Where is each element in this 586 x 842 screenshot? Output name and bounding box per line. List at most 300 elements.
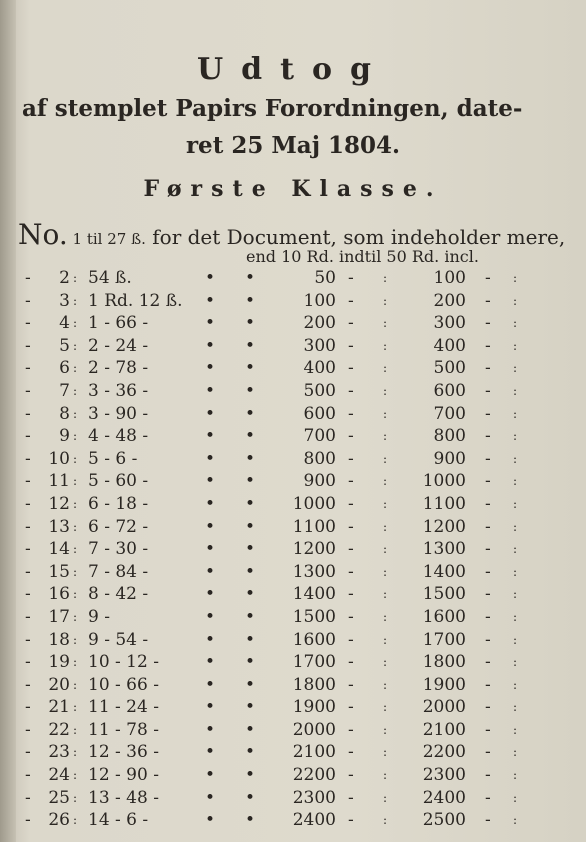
leader-dot: •: [205, 539, 216, 560]
tariff-table: [0, 268, 586, 833]
row-separator: :: [383, 587, 388, 602]
row-dash: -: [348, 606, 354, 627]
row-separator: :: [73, 700, 78, 715]
row-from-value: 1800: [292, 674, 336, 695]
table-row: [0, 471, 586, 494]
row-separator: :: [383, 474, 388, 489]
row-from-value: 800: [303, 448, 336, 469]
row-dash: -: [485, 584, 491, 605]
row-dash: -: [348, 516, 354, 537]
table-row: [0, 788, 586, 811]
row-number: 16: [48, 584, 70, 605]
row-number: 5: [59, 335, 70, 356]
row-number: 11: [48, 471, 70, 492]
row-dash: -: [485, 290, 491, 311]
row-amount: 12 - 36 -: [88, 742, 159, 763]
row-number: 23: [48, 742, 70, 763]
row-dash: -: [348, 403, 354, 424]
row-from-value: 2400: [292, 810, 336, 831]
row-dash: -: [485, 471, 491, 492]
row-amount: 10 - 12 -: [88, 652, 159, 673]
row-to-value: 1600: [422, 606, 466, 627]
row-dash: -: [25, 652, 31, 673]
row-number: 20: [48, 674, 70, 695]
row-separator: :: [513, 768, 518, 783]
leader-dot: •: [205, 380, 216, 401]
row-dash: -: [25, 742, 31, 763]
row-to-value: 1000: [422, 471, 466, 492]
row-separator: :: [383, 271, 388, 285]
leader-dot: •: [245, 448, 256, 469]
row-from-value: 1100: [292, 516, 336, 537]
row-to-value: 100: [433, 268, 466, 288]
row-dash: -: [485, 719, 491, 740]
row-to-value: 500: [433, 358, 466, 379]
row-separator: :: [383, 406, 388, 421]
leader-dot: •: [205, 606, 216, 627]
row-number: 7: [59, 380, 70, 401]
row-to-value: 2000: [422, 697, 466, 718]
leader-dot: •: [245, 403, 256, 424]
row-amount: 3 - 90 -: [88, 403, 149, 424]
row-separator: :: [383, 790, 388, 805]
table-row: [0, 720, 586, 743]
subtitle-line-2: ret 25 Maj 1804.: [185, 132, 401, 159]
row-dash: -: [348, 629, 354, 650]
row-dash: -: [348, 719, 354, 740]
row-separator: :: [513, 406, 518, 421]
leader-dot: •: [205, 719, 216, 740]
row-dash: -: [348, 493, 354, 514]
row-amount: 6 - 18 -: [88, 493, 149, 514]
row-dash: -: [348, 471, 354, 492]
leader-dot: •: [245, 268, 256, 288]
row-separator: :: [513, 745, 518, 760]
row-separator: :: [513, 383, 518, 398]
row-separator: :: [383, 429, 388, 444]
row-number: 3: [59, 290, 70, 311]
row-dash: -: [485, 358, 491, 379]
row-amount: 14 - 6 -: [88, 810, 149, 831]
row-separator: :: [383, 677, 388, 692]
row-amount: 8 - 42 -: [88, 584, 149, 605]
leader-dot: •: [245, 697, 256, 718]
row-from-value: 50: [314, 268, 336, 288]
leader-dot: •: [245, 810, 256, 831]
table-row: [0, 607, 586, 630]
row-dash: -: [348, 742, 354, 763]
row-dash: -: [485, 787, 491, 808]
table-row: [0, 652, 586, 675]
row-dash: -: [485, 697, 491, 718]
row-dash: -: [348, 539, 354, 560]
row-amount: 7 - 84 -: [88, 561, 149, 582]
row-dash: -: [485, 606, 491, 627]
row-separator: :: [73, 338, 78, 353]
row-to-value: 1700: [422, 629, 466, 650]
row-dash: -: [25, 539, 31, 560]
row-separator: :: [383, 655, 388, 670]
row-separator: :: [73, 293, 78, 308]
row-dash: -: [485, 335, 491, 356]
row-separator: :: [513, 429, 518, 444]
row-separator: :: [513, 655, 518, 670]
row-number: 6: [59, 358, 70, 379]
leader-dot: •: [205, 765, 216, 786]
row-dash: -: [348, 810, 354, 831]
row-dash: -: [348, 313, 354, 334]
row-separator: :: [383, 293, 388, 308]
row-dash: -: [25, 606, 31, 627]
row-dash: -: [25, 335, 31, 356]
leader-dot: •: [205, 268, 216, 288]
table-row: [0, 381, 586, 404]
row-separator: :: [73, 429, 78, 444]
row-separator: :: [513, 474, 518, 489]
row-separator: :: [383, 496, 388, 511]
row-separator: :: [73, 406, 78, 421]
leader-dot: •: [245, 335, 256, 356]
leader-dot: •: [205, 629, 216, 650]
row-dash: -: [25, 380, 31, 401]
table-row: [0, 539, 586, 562]
row-amount: 10 - 66 -: [88, 674, 159, 695]
row-separator: :: [513, 271, 518, 285]
row-number: 21: [48, 697, 70, 718]
leader-dot: •: [245, 290, 256, 311]
row-amount: 13 - 48 -: [88, 787, 159, 808]
row-separator: :: [73, 271, 78, 285]
row-from-value: 1900: [292, 697, 336, 718]
row-dash: -: [485, 561, 491, 582]
row-from-value: 100: [303, 290, 336, 311]
row-dash: -: [485, 516, 491, 537]
row-amount: 2 - 78 -: [88, 358, 149, 379]
row-dash: -: [348, 584, 354, 605]
row-separator: :: [383, 519, 388, 534]
row-separator: :: [513, 316, 518, 331]
leader-dot: •: [205, 358, 216, 379]
table-row: [0, 291, 586, 314]
leader-dot: •: [205, 697, 216, 718]
table-row: [0, 313, 586, 336]
leader-dot: •: [205, 448, 216, 469]
row-dash: -: [485, 652, 491, 673]
table-row: [0, 675, 586, 698]
row-from-value: 200: [303, 313, 336, 334]
row-separator: :: [513, 632, 518, 647]
leader-dot: •: [245, 787, 256, 808]
column-header-line-2: end 10 Rd. indtil 50 Rd. incl.: [246, 247, 479, 266]
table-row: [0, 404, 586, 427]
row-number: 22: [48, 719, 70, 740]
row-dash: -: [25, 719, 31, 740]
row-number: 18: [48, 629, 70, 650]
class-title: Første Klasse.: [143, 176, 443, 202]
row-to-value: 2500: [422, 810, 466, 831]
row-number: 9: [59, 426, 70, 447]
row-separator: :: [383, 609, 388, 624]
row-separator: :: [513, 361, 518, 376]
leader-dot: •: [205, 561, 216, 582]
row-dash: -: [485, 403, 491, 424]
row-separator: :: [73, 655, 78, 670]
leader-dot: •: [205, 674, 216, 695]
row-separator: :: [513, 564, 518, 579]
row-separator: :: [73, 632, 78, 647]
leader-dot: •: [205, 335, 216, 356]
row-number: 13: [48, 516, 70, 537]
row-separator: :: [73, 745, 78, 760]
row-to-value: 2300: [422, 765, 466, 786]
leader-dot: •: [245, 606, 256, 627]
row-dash: -: [348, 787, 354, 808]
row-separator: :: [383, 813, 388, 828]
row-dash: -: [348, 765, 354, 786]
row-from-value: 600: [303, 403, 336, 424]
leader-dot: •: [245, 358, 256, 379]
row-number: 25: [48, 787, 70, 808]
row-from-value: 500: [303, 380, 336, 401]
row-to-value: 1200: [422, 516, 466, 537]
row-from-value: 1600: [292, 629, 336, 650]
leader-dot: •: [205, 471, 216, 492]
table-row: [0, 742, 586, 765]
for-text: for det Document, som indeholder mere,: [145, 225, 566, 249]
row-separator: :: [73, 316, 78, 331]
table-row: [0, 697, 586, 720]
row-number: 2: [59, 268, 70, 288]
subtitle-line-1: af stemplet Papirs Forordningen, date-: [22, 95, 523, 122]
row-separator: :: [383, 768, 388, 783]
row-separator: :: [513, 496, 518, 511]
row-separator: :: [73, 383, 78, 398]
row-to-value: 1900: [422, 674, 466, 695]
row-to-value: 900: [433, 448, 466, 469]
row-dash: -: [25, 290, 31, 311]
row-amount: 1 Rd. 12 ß.: [88, 290, 183, 311]
row-amount: 1 - 66 -: [88, 313, 149, 334]
row-dash: -: [25, 493, 31, 514]
row-separator: :: [513, 587, 518, 602]
row-dash: -: [25, 448, 31, 469]
row-amount: 4 - 48 -: [88, 426, 149, 447]
leader-dot: •: [245, 742, 256, 763]
row-dash: -: [348, 652, 354, 673]
row-separator: :: [513, 451, 518, 466]
row-separator: :: [73, 768, 78, 783]
row-amount: 11 - 78 -: [88, 719, 159, 740]
row-separator: :: [73, 361, 78, 376]
row-separator: :: [383, 722, 388, 737]
row-from-value: 2300: [292, 787, 336, 808]
row-to-value: 600: [433, 380, 466, 401]
row-separator: :: [383, 338, 388, 353]
table-row: [0, 268, 586, 291]
leader-dot: •: [245, 539, 256, 560]
row-dash: -: [485, 493, 491, 514]
row-separator: :: [73, 587, 78, 602]
leader-dot: •: [245, 629, 256, 650]
leader-dot: •: [245, 719, 256, 740]
leader-dot: •: [205, 810, 216, 831]
row-separator: :: [73, 722, 78, 737]
row-to-value: 400: [433, 335, 466, 356]
row-separator: :: [513, 338, 518, 353]
row-separator: :: [513, 609, 518, 624]
table-row: [0, 358, 586, 381]
row-dash: -: [485, 674, 491, 695]
row-separator: :: [513, 700, 518, 715]
row-amount: 9 -: [88, 606, 110, 627]
row-dash: -: [25, 516, 31, 537]
table-row: [0, 517, 586, 540]
table-row: [0, 494, 586, 517]
row-dash: -: [348, 674, 354, 695]
row-number: 19: [48, 652, 70, 673]
row-number: 8: [59, 403, 70, 424]
row-amount: 7 - 30 -: [88, 539, 149, 560]
row-amount: 6 - 72 -: [88, 516, 149, 537]
row-dash: -: [348, 380, 354, 401]
leader-dot: •: [205, 403, 216, 424]
row-separator: :: [383, 542, 388, 557]
row-dash: -: [25, 787, 31, 808]
row-from-value: 700: [303, 426, 336, 447]
row-separator: :: [513, 293, 518, 308]
leader-dot: •: [205, 652, 216, 673]
row-dash: -: [25, 403, 31, 424]
row-from-value: 1000: [292, 493, 336, 514]
row-separator: :: [513, 677, 518, 692]
row-separator: :: [383, 700, 388, 715]
row-from-value: 1400: [292, 584, 336, 605]
row-amount: 5 - 60 -: [88, 471, 149, 492]
leader-dot: •: [205, 516, 216, 537]
row-number: 4: [59, 313, 70, 334]
row-from-value: 2200: [292, 765, 336, 786]
row-separator: :: [383, 564, 388, 579]
row-dash: -: [485, 313, 491, 334]
leader-dot: •: [245, 426, 256, 447]
row-to-value: 2400: [422, 787, 466, 808]
range-text: 1 til 27 ß.: [67, 230, 146, 248]
row-dash: -: [25, 584, 31, 605]
table-row: [0, 449, 586, 472]
leader-dot: •: [205, 493, 216, 514]
row-to-value: 200: [433, 290, 466, 311]
row-separator: :: [73, 813, 78, 828]
row-dash: -: [25, 629, 31, 650]
row-separator: :: [513, 790, 518, 805]
row-number: 24: [48, 765, 70, 786]
row-dash: -: [25, 471, 31, 492]
row-to-value: 2200: [422, 742, 466, 763]
leader-dot: •: [245, 380, 256, 401]
row-to-value: 1400: [422, 561, 466, 582]
row-number: 15: [48, 561, 70, 582]
row-separator: :: [73, 451, 78, 466]
leader-dot: •: [245, 493, 256, 514]
row-to-value: 1300: [422, 539, 466, 560]
row-separator: :: [73, 609, 78, 624]
row-dash: -: [485, 742, 491, 763]
row-from-value: 900: [303, 471, 336, 492]
row-amount: 12 - 90 -: [88, 765, 159, 786]
row-from-value: 1300: [292, 561, 336, 582]
row-dash: -: [25, 810, 31, 831]
row-from-value: 1200: [292, 539, 336, 560]
leader-dot: •: [245, 765, 256, 786]
row-amount: 11 - 24 -: [88, 697, 159, 718]
row-separator: :: [383, 361, 388, 376]
row-separator: :: [73, 790, 78, 805]
row-dash: -: [25, 268, 31, 288]
row-dash: -: [25, 313, 31, 334]
leader-dot: •: [205, 742, 216, 763]
leader-dot: •: [205, 290, 216, 311]
row-dash: -: [485, 380, 491, 401]
row-separator: :: [513, 722, 518, 737]
row-to-value: 1100: [422, 493, 466, 514]
row-dash: -: [25, 561, 31, 582]
row-dash: -: [485, 765, 491, 786]
row-dash: -: [485, 629, 491, 650]
row-from-value: 2100: [292, 742, 336, 763]
table-row: [0, 630, 586, 653]
row-dash: -: [348, 426, 354, 447]
row-amount: 54 ß.: [88, 268, 132, 288]
row-dash: -: [25, 697, 31, 718]
leader-dot: •: [205, 584, 216, 605]
row-separator: :: [513, 542, 518, 557]
row-dash: -: [25, 674, 31, 695]
row-from-value: 300: [303, 335, 336, 356]
row-to-value: 2100: [422, 719, 466, 740]
leader-dot: •: [245, 471, 256, 492]
row-separator: :: [513, 519, 518, 534]
row-separator: :: [73, 519, 78, 534]
row-dash: -: [485, 539, 491, 560]
leader-dot: •: [205, 313, 216, 334]
row-amount: 9 - 54 -: [88, 629, 149, 650]
row-dash: -: [485, 810, 491, 831]
row-dash: -: [348, 358, 354, 379]
table-row: [0, 426, 586, 449]
row-dash: -: [348, 697, 354, 718]
row-separator: :: [383, 745, 388, 760]
leader-dot: •: [245, 674, 256, 695]
row-amount: 2 - 24 -: [88, 335, 149, 356]
row-separator: :: [383, 383, 388, 398]
row-dash: -: [25, 765, 31, 786]
leader-dot: •: [205, 426, 216, 447]
page-title: Udtog: [197, 52, 389, 87]
row-separator: :: [73, 496, 78, 511]
row-separator: :: [73, 564, 78, 579]
row-dash: -: [348, 335, 354, 356]
row-separator: :: [73, 677, 78, 692]
row-amount: 5 - 6 -: [88, 448, 138, 469]
row-number: 14: [48, 539, 70, 560]
row-dash: -: [348, 268, 354, 288]
leader-dot: •: [205, 787, 216, 808]
row-number: 17: [48, 606, 70, 627]
row-amount: 3 - 36 -: [88, 380, 149, 401]
table-row: [0, 810, 586, 833]
row-number: 26: [48, 810, 70, 831]
leader-dot: •: [245, 313, 256, 334]
